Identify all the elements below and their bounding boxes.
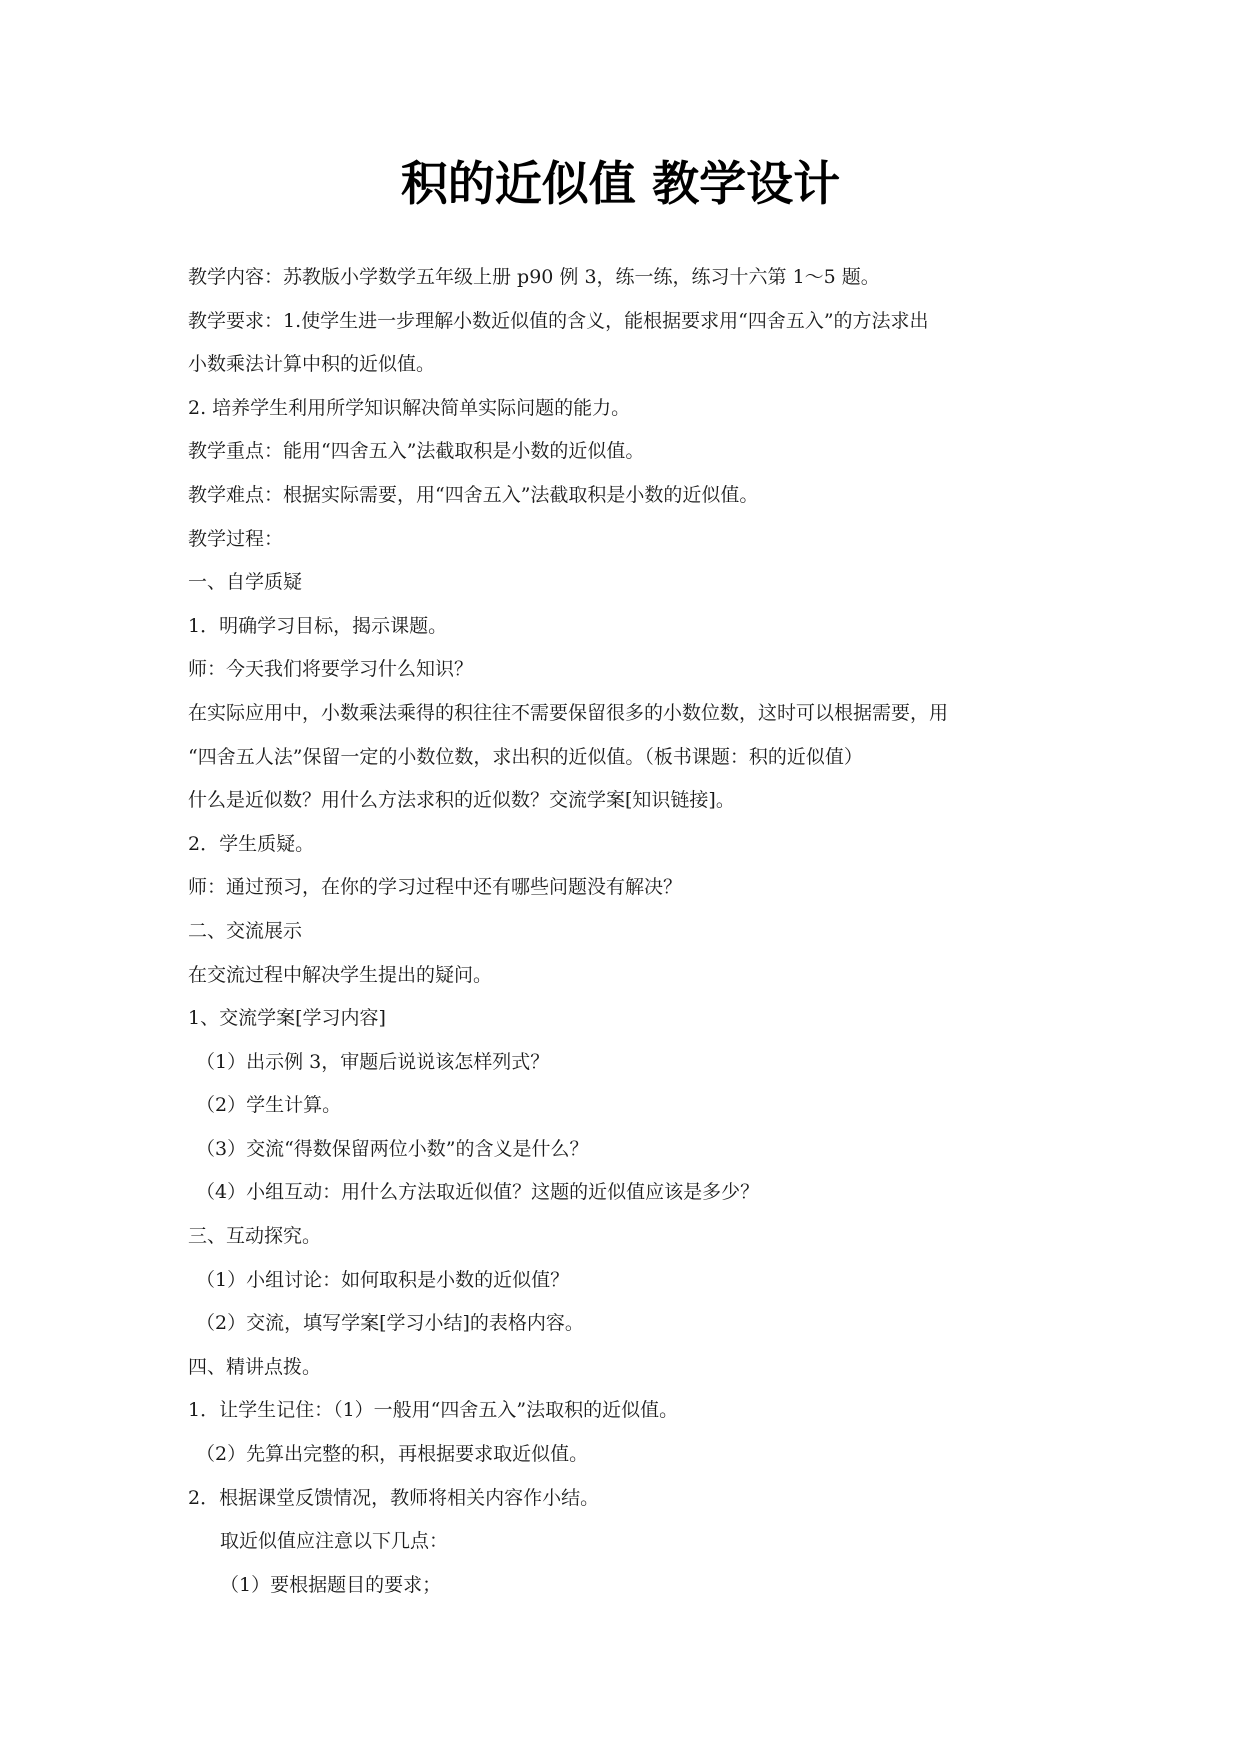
list-item: 1．让学生记住：（1）一般用“四舍五入”法取积的近似值。 [188, 1399, 679, 1422]
sub-list-item: （2）交流，填写学案[学习小结]的表格内容。 [196, 1312, 584, 1335]
list-item: 1、交流学案[学习内容] [188, 1007, 386, 1030]
text-line: 在交流过程中解决学生提出的疑问。 [188, 963, 493, 986]
sub-list-item: （1）要根据题目的要求； [220, 1573, 442, 1596]
text-line: 师：今天我们将要学习什么知识？ [188, 658, 474, 681]
text-line-difficult-point: 教学难点：根据实际需要，用“四舍五入”法截取积是小数的近似值。 [188, 483, 759, 506]
text-line: 在实际应用中，小数乘法乘得的积往往不需要保留很多的小数位数，这时可以根据需要，用 [188, 701, 949, 724]
sub-list-item: （1）出示例 3，审题后说说该怎样列式？ [196, 1050, 550, 1073]
section-heading-3: 三、互动探究。 [188, 1225, 322, 1248]
sub-list-item: （4）小组互动：用什么方法取近似值？这题的近似值应该是多少？ [196, 1181, 760, 1204]
section-heading-2: 二、交流展示 [188, 919, 303, 942]
sub-list-item: （3）交流“得数保留两位小数”的含义是什么？ [196, 1137, 589, 1160]
text-line: 取近似值应注意以下几点： [220, 1530, 449, 1553]
text-line-requirement-2: 2. 培养学生利用所学知识解决简单实际问题的能力。 [188, 396, 631, 419]
text-line-teaching-requirement-cont: 小数乘法计算中积的近似值。 [188, 353, 436, 376]
list-item: 2．学生质疑。 [188, 832, 315, 855]
section-heading-1: 一、自学质疑 [188, 571, 303, 594]
text-line-key-point: 教学重点：能用“四舍五入”法截取积是小数的近似值。 [188, 440, 645, 463]
document-body [188, 256, 1058, 1607]
document-title: 积的近似值 教学设计 [400, 157, 841, 212]
sub-list-item: （2）学生计算。 [196, 1094, 342, 1117]
section-heading-4: 四、精讲点拨。 [188, 1355, 322, 1378]
text-line-teaching-content: 教学内容：苏教版小学数学五年级上册 p90 例 3，练一练，练习十六第 1～5 题。 [188, 266, 880, 288]
text-line-teaching-process: 教学过程： [188, 527, 284, 550]
list-item: 1．明确学习目标，揭示课题。 [188, 614, 448, 637]
text-line: 什么是近似数？用什么方法求积的近似数？交流学案[知识链接]。 [188, 789, 735, 812]
text-line: 师：通过预习，在你的学习过程中还有哪些问题没有解决？ [188, 876, 683, 899]
list-item: 2．根据课堂反馈情况，教师将相关内容作小结。 [188, 1486, 600, 1509]
text-line-teaching-requirement: 教学要求：1.使学生进一步理解小数近似值的含义，能根据要求用“四舍五入”的方法求出 [188, 309, 929, 332]
sub-list-item: （1）小组讨论：如何取积是小数的近似值？ [196, 1268, 570, 1291]
sub-list-item: （2）先算出完整的积，再根据要求取近似值。 [196, 1443, 589, 1466]
text-line: “四舍五人法”保留一定的小数位数，求出积的近似值。（板书课题：积的近似值） [188, 745, 863, 768]
